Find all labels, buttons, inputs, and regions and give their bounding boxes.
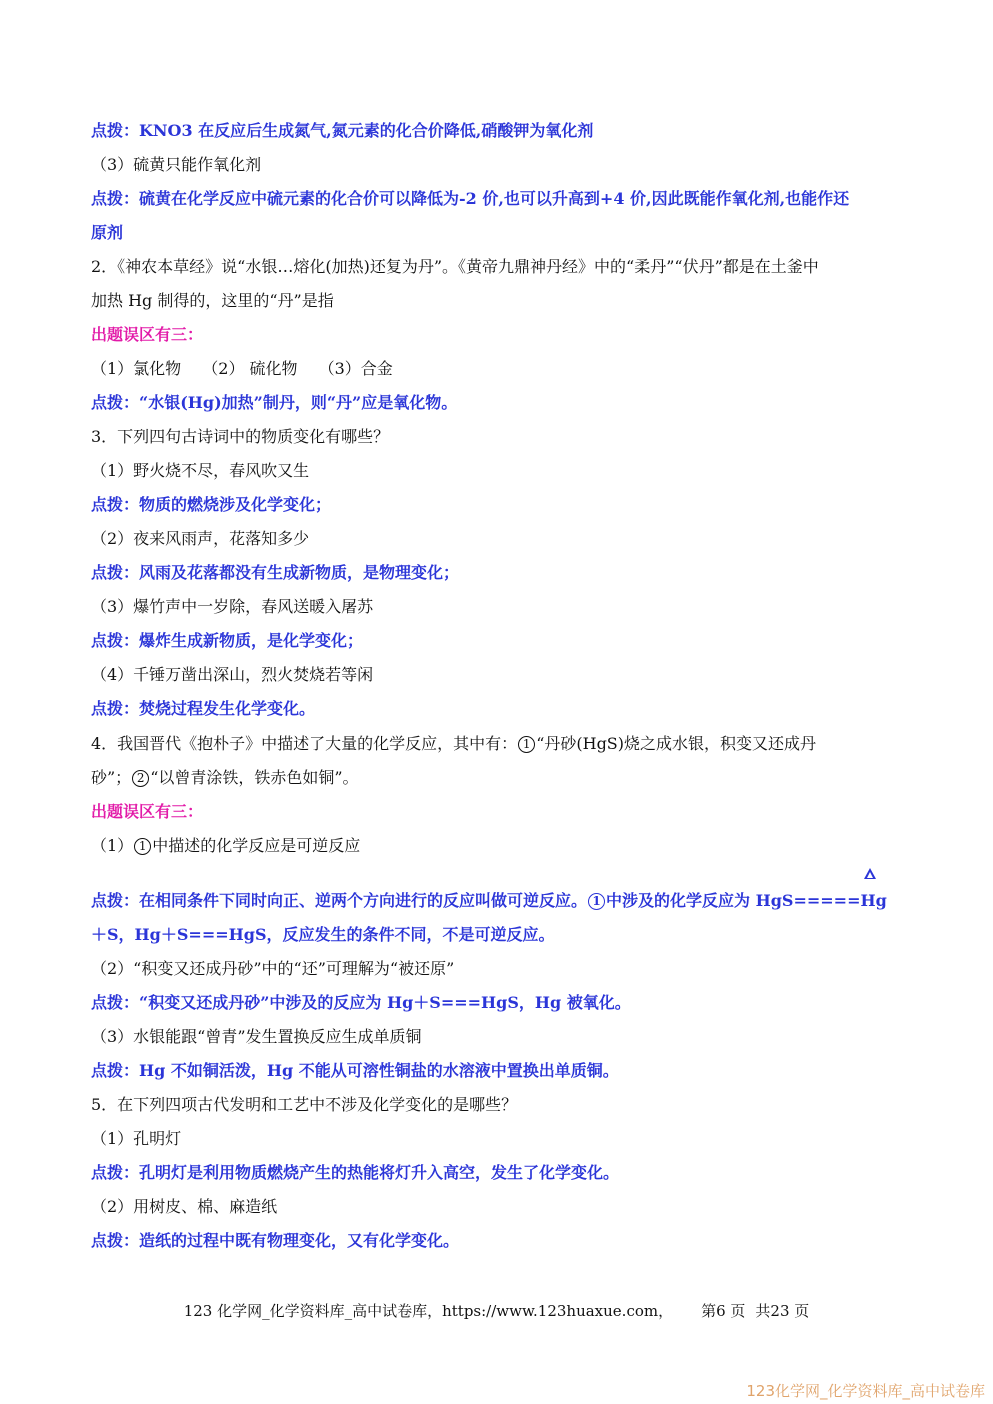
hint-line — [91, 699, 315, 719]
line-text: ＋S，Hg＋S===HgS，反应发生的条件不同，不是可逆反应。 — [91, 925, 555, 944]
line-text: 出题误区有三： — [91, 802, 204, 821]
hint-line — [91, 1061, 619, 1081]
line-text: 3．下列四句古诗词中的物质变化有哪些？ — [91, 427, 390, 446]
line-text: 5．在下列四项古代发明和工艺中不涉及化学变化的是哪些？ — [91, 1095, 518, 1114]
text-line — [91, 529, 309, 549]
line-text: 点拨：硫黄在化学反应中硫元素的化合价可以降低为-2 价,也可以升高到+4 价,因此既能作氧化剂,也能作还 — [91, 189, 850, 208]
text-line — [91, 155, 261, 175]
hint-line — [91, 495, 331, 515]
footer-source: 123 化学网_化学资料库_高中试卷库，https://www.123huaxue.com， — [183, 1302, 674, 1320]
footer-page-total: 共23 页 — [755, 1302, 810, 1320]
line-text: 点拨：孔明灯是利用物质燃烧产生的热能将灯升入高空，发生了化学变化。 — [91, 1163, 620, 1182]
line-text: （1）野火烧不尽，春风吹又生 — [91, 461, 310, 480]
line-text: （2）用树皮、棉、麻造纸 — [91, 1197, 278, 1216]
pitfall-heading — [91, 325, 203, 345]
line-prefix: 点拨：在相同条件下同时向正、逆两个方向进行的反应叫做可逆反应。 — [91, 891, 588, 910]
hint-line — [91, 1231, 459, 1251]
line-text: （3）爆竹声中一岁除，春风送暖入屠苏 — [91, 597, 374, 616]
circled-number: 2 — [132, 770, 149, 787]
hint-line — [91, 993, 631, 1013]
line-text: （2）“积变又还成丹砂”中的“还”可理解为“被还原” — [91, 959, 455, 978]
text-line — [91, 1197, 277, 1217]
text-line — [91, 291, 334, 311]
line-text: （4）千锤万凿出深山，烈火焚烧若等闲 — [91, 665, 374, 684]
line-text: （2）夜来风雨声，花落知多少 — [91, 529, 310, 548]
hint-line — [91, 925, 555, 945]
line-text: 点拨：风雨及花落都没有生成新物质，是物理变化； — [91, 563, 460, 582]
pitfall-heading — [91, 802, 203, 822]
text-line — [91, 1095, 517, 1115]
line-text: 出题误区有三： — [91, 325, 204, 344]
heating-triangle-icon — [864, 868, 876, 879]
text-line — [91, 665, 373, 685]
hint-line — [91, 563, 459, 583]
line-text: 2．《神农本草经》说“水银…熔化(加热)还复为丹”。《黄帝九鼎神丹经》中的“柔丹”“伏丹”都是在土釜中 — [91, 257, 819, 276]
text-line — [91, 359, 393, 379]
line-text: 点拨：“水银(Hg)加热”制丹，则“丹”应是氧化物。 — [91, 393, 458, 412]
text-line — [91, 1027, 422, 1047]
line-text: （3）硫黄只能作氧化剂 — [91, 155, 262, 174]
line-prefix: 4．我国晋代《抱朴子》中描述了大量的化学反应，其中有： — [91, 734, 518, 753]
line-text: （1）孔明灯 — [91, 1129, 182, 1148]
hint-line — [91, 189, 849, 209]
circled-number: 1 — [588, 893, 605, 910]
line-text: 中描述的化学反应是可逆反应 — [152, 836, 361, 855]
hint-line — [91, 1163, 619, 1183]
line-text: “丹砂(HgS)烧之成水银，积变又还成丹 — [536, 734, 817, 753]
line-text: 加热 Hg 制得的，这里的“丹”是指 — [91, 291, 334, 310]
hint-line — [91, 891, 887, 911]
line-prefix: （1） — [91, 836, 134, 855]
hint-line — [91, 393, 457, 413]
footer-page-number: 第6 页 — [701, 1302, 746, 1320]
text-line — [91, 836, 360, 856]
text-line — [91, 768, 359, 788]
text-line — [91, 427, 389, 447]
line-prefix: 砂”； — [91, 768, 132, 787]
text-line — [91, 734, 816, 754]
line-text: 点拨：Hg 不如铜活泼，Hg 不能从可溶性铜盐的水溶液中置换出单质铜。 — [91, 1061, 619, 1080]
page-footer — [0, 1300, 993, 1321]
text-line — [91, 959, 454, 979]
line-text: （1）氯化物 （2） 硫化物 （3）合金 — [91, 359, 393, 378]
text-line — [91, 257, 819, 277]
line-text: 点拨：“积变又还成丹砂”中涉及的反应为 Hg＋S===HgS，Hg 被氧化。 — [91, 993, 631, 1012]
hint-line — [91, 223, 123, 243]
line-text: 点拨：焚烧过程发生化学变化。 — [91, 699, 316, 718]
text-line — [91, 1129, 181, 1149]
line-text: 原剂 — [91, 223, 124, 242]
text-line — [91, 461, 309, 481]
line-text: 点拨：爆炸生成新物质，是化学变化； — [91, 631, 364, 650]
hint-line — [91, 631, 363, 651]
line-text: “以曾青涂铁，铁赤色如铜”。 — [150, 768, 359, 787]
hint-line — [91, 121, 593, 141]
line-text: 点拨：造纸的过程中既有物理变化，又有化学变化。 — [91, 1231, 460, 1250]
text-line — [91, 597, 373, 617]
line-text: 点拨：KNO3 在反应后生成氮气,氮元素的化合价降低,硝酸钾为氧化剂 — [91, 121, 594, 140]
circled-number: 1 — [518, 736, 535, 753]
line-text: 中涉及的化学反应为 HgS=====Hg — [606, 891, 887, 910]
line-text: 点拨：物质的燃烧涉及化学变化； — [91, 495, 332, 514]
watermark: 123化学网_化学资料库_高中试卷库 — [746, 1382, 985, 1400]
line-text: （3）水银能跟“曾青”发生置换反应生成单质铜 — [91, 1027, 422, 1046]
circled-number: 1 — [134, 838, 151, 855]
